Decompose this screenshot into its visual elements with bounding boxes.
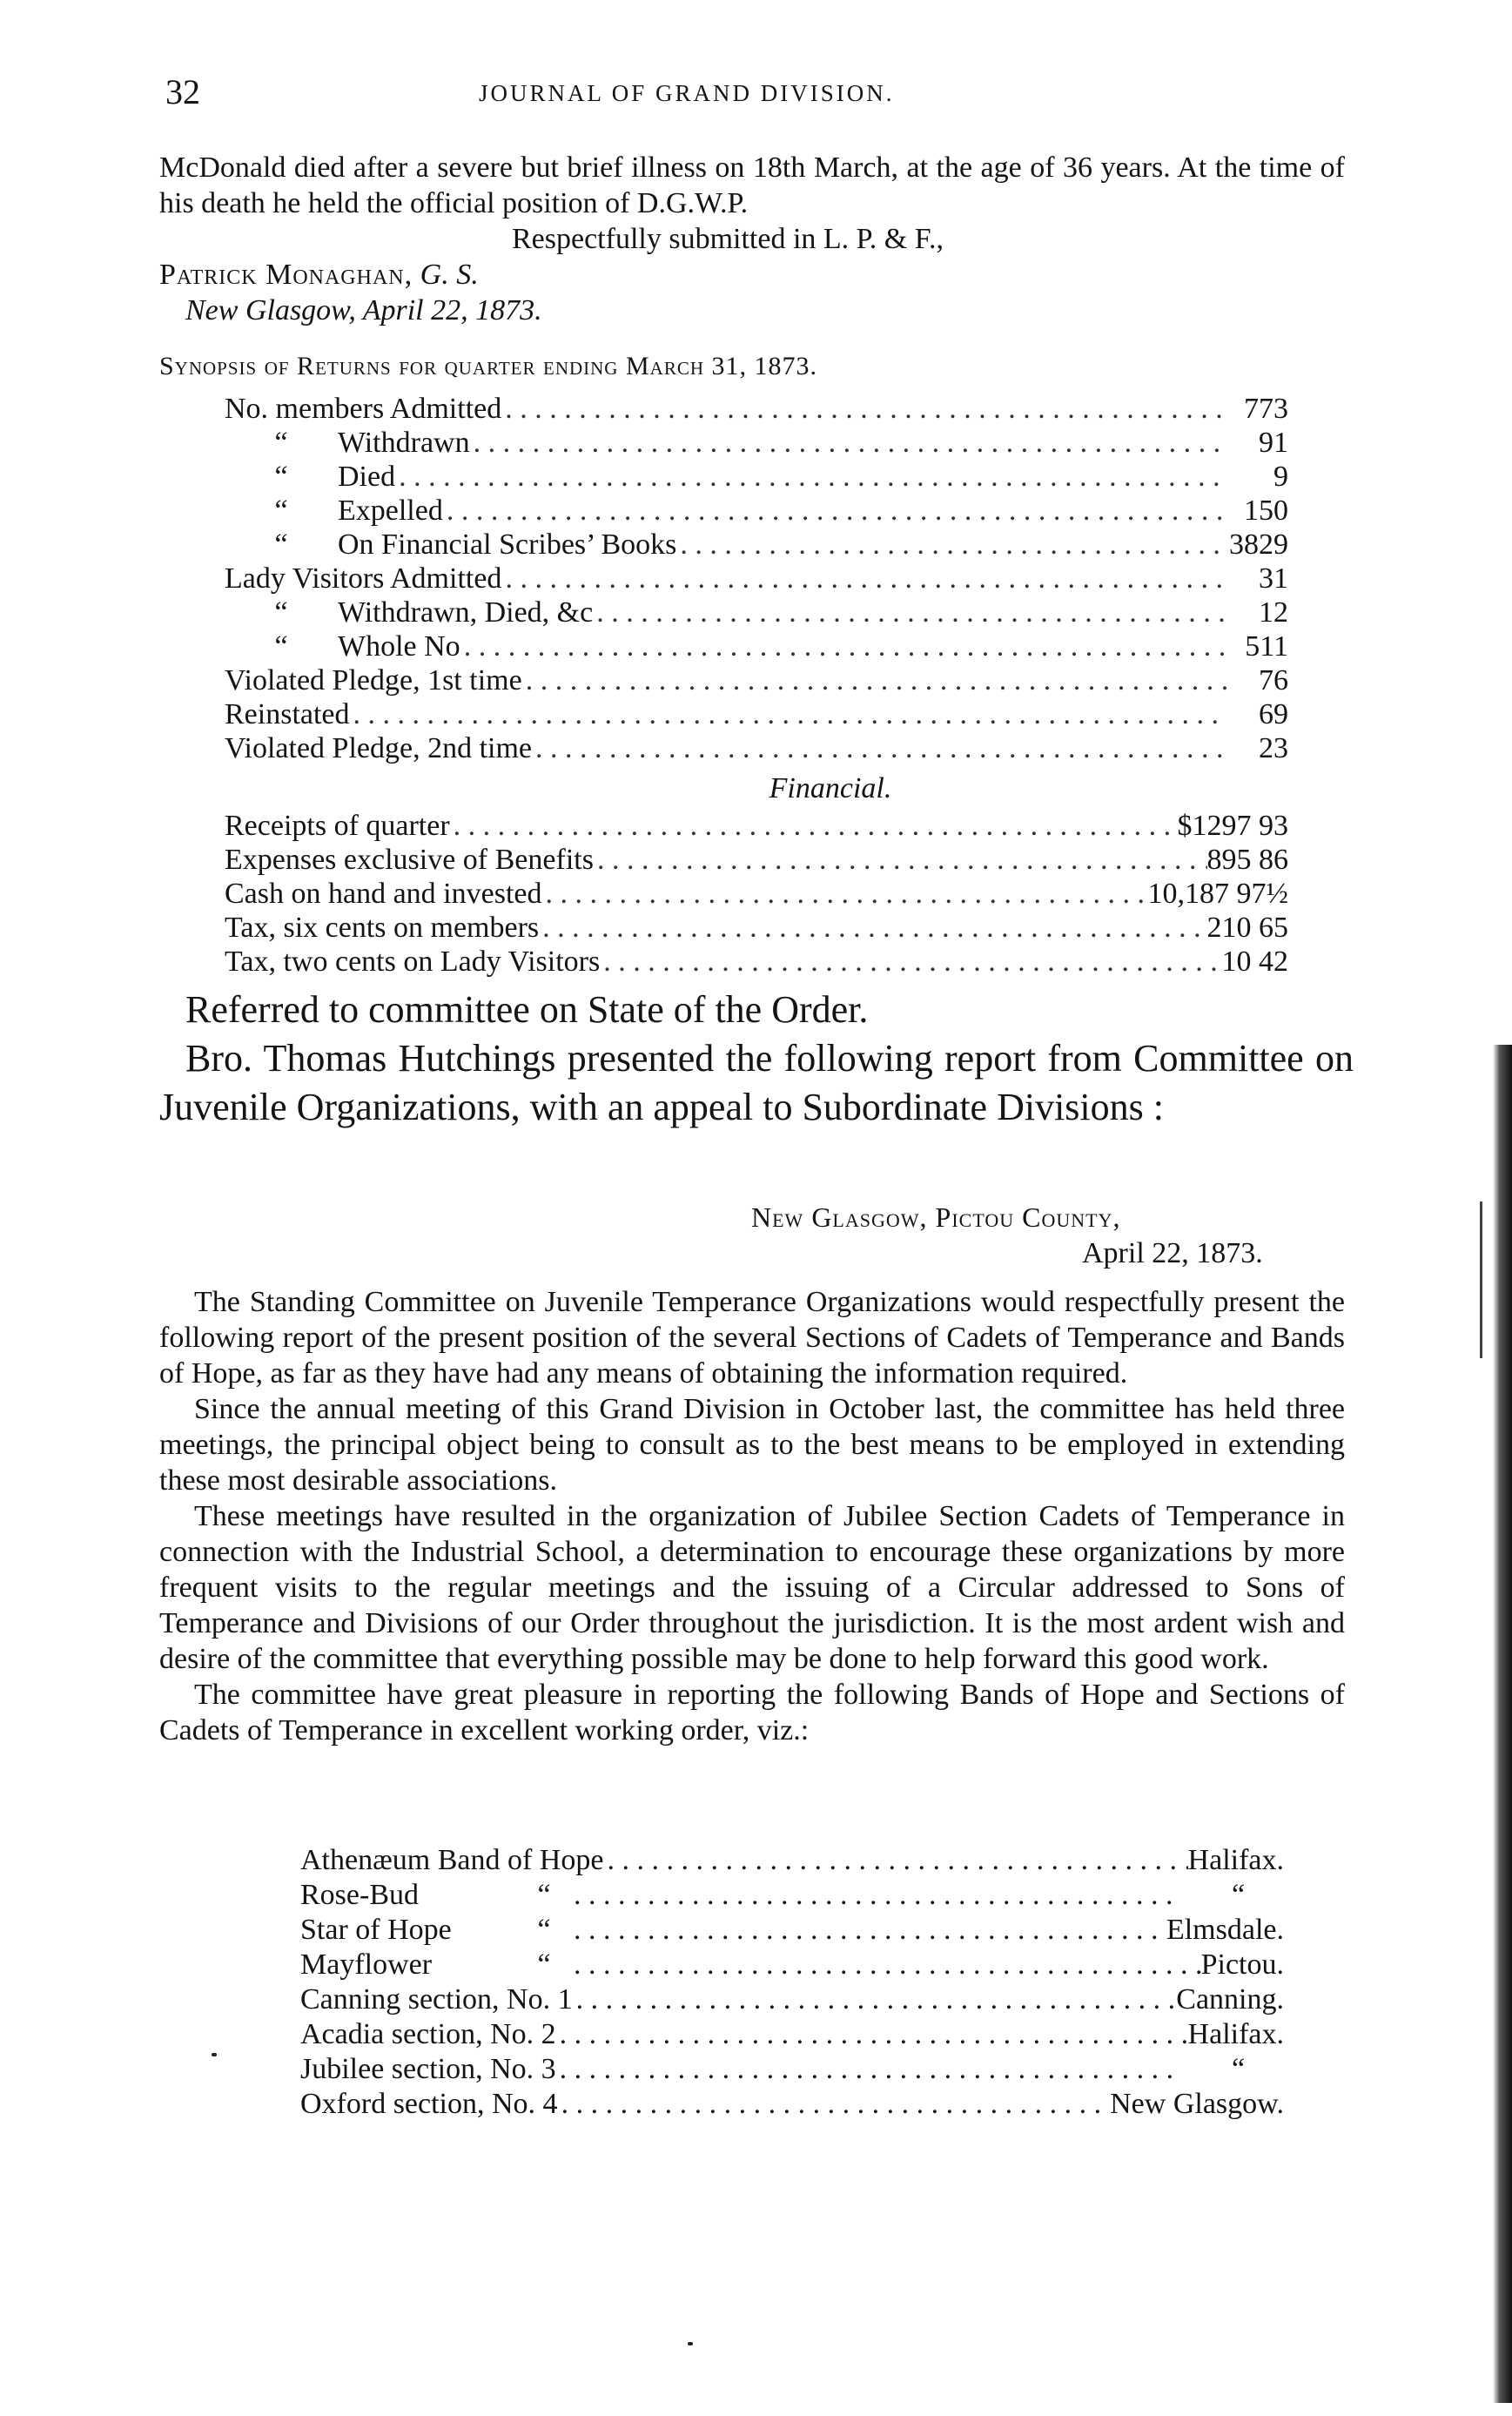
financial-row: Cash on hand and invested . . . 10,187 97½: [225, 877, 1288, 911]
signature: [159, 257, 1345, 293]
synopsis-value: 12: [1259, 596, 1288, 629]
band-place: Elmsdale.: [1166, 1914, 1284, 1946]
band-place: Halifax.: [1187, 1844, 1284, 1876]
synopsis-row: Lady Visitors Admitted . . . 31: [225, 562, 1288, 596]
page-header: [165, 71, 1332, 124]
financial-value: 895 86: [1206, 844, 1288, 876]
financial-value: 210 65: [1206, 912, 1288, 944]
scan-edge-line: [1480, 1201, 1482, 1358]
synopsis-row: “ Withdrawn, Died, &c . . . 12: [225, 596, 1288, 629]
referred-line: Referred to committee on State of the Order.: [185, 988, 869, 1031]
financial-row: Tax, two cents on Lady Visitors . . . 10 42: [225, 945, 1288, 979]
band-place: Halifax.: [1187, 2018, 1284, 2050]
band-row: Canning section, No. 1 . . . Canning.: [300, 1982, 1284, 2017]
synopsis-title: Synopsis of Returns for quarter ending March 31, 1873.: [159, 352, 817, 380]
synopsis-value: 31: [1259, 562, 1288, 595]
report-paragraph-3: These meetings have resulted in the organization of Jubilee Section Cadets of Temperance in connection with the Industrial School, a determination to encourage these organizations by more frequent visits to the regular meetings and the issuing of a Circular addressed to Sons of Temperance and Divisions of our Order throughout the jurisdiction. It is the most ardent wish and desire of the committee that everything possible may be done to help forward this good work.: [159, 1500, 1345, 1675]
synopsis-row: Reinstated . . . 69: [225, 697, 1288, 731]
financial-value: 10,187 97½: [1147, 878, 1288, 910]
intro-section: [159, 150, 1345, 328]
band-row: Rose-Bud “ . . . “: [300, 1878, 1284, 1913]
synopsis-value: 91: [1259, 427, 1288, 459]
dateline-place: New Glasgow, Pictou County,: [751, 1201, 1121, 1233]
synopsis-row: “ On Financial Scribes’ Books . . . 3829: [225, 528, 1288, 562]
signature-title: G. S.: [420, 259, 479, 291]
financial-heading-row: [225, 765, 1288, 809]
band-place: “: [1232, 2053, 1246, 2085]
dateline-date: April 22, 1873.: [1082, 1237, 1263, 1269]
dateline: [159, 1200, 1345, 1271]
synopsis-row: “ Died . . . 9: [225, 460, 1288, 494]
report-paragraph-1: The Standing Committee on Juvenile Temperance Organizations would respectfully present the following report of the present position of the several Sections of Cadets of Temperance and Bands of Hope, as far as they have had any means of obtaining the information required.: [159, 1286, 1345, 1390]
bro-paragraph: Bro. Thomas Hutchings presented the following report from Committee on Juvenile Organizations, with an appeal to Subordinate Divisions :: [159, 1037, 1354, 1128]
synopsis-row: Violated Pledge, 2nd time . . . 23: [225, 731, 1288, 765]
page-number: 32: [165, 72, 200, 111]
report-paragraph-4: The committee have great pleasure in reporting the following Bands of Hope and Sections of Cadets of Temperance in excellent working order, viz.:: [159, 1679, 1345, 1746]
running-title: JOURNAL OF GRAND DIVISION.: [479, 80, 895, 106]
closing-line: Respectfully submitted in L. P. & F.,: [512, 223, 944, 255]
band-place: Pictou.: [1200, 1948, 1284, 1981]
financial-row: Expenses exclusive of Benefits . . . 895 86: [225, 843, 1288, 877]
synopsis-value: 76: [1259, 664, 1288, 697]
ink-speck: [688, 2342, 693, 2345]
report-intro: [159, 986, 1354, 1132]
financial-heading: Financial.: [769, 772, 892, 804]
synopsis-row: Violated Pledge, 1st time . . . 76: [225, 663, 1288, 697]
financial-value: 10 42: [1221, 946, 1288, 978]
synopsis-value: 773: [1244, 393, 1288, 425]
band-place: “: [1232, 1879, 1246, 1911]
place-date: New Glasgow, April 22, 1873.: [185, 294, 542, 326]
signature-name: Patrick Monaghan,: [159, 259, 413, 291]
synopsis-value: 23: [1259, 732, 1288, 764]
synopsis-value: 69: [1259, 698, 1288, 730]
bands-list: [300, 1843, 1284, 2122]
report-paragraph-2: Since the annual meeting of this Grand Division in October last, the committee has held three meetings, the principal object being to consult as to the best means to be employed in extending these most desirable associations.: [159, 1393, 1345, 1497]
band-row: Jubilee section, No. 3 . . . “: [300, 2052, 1284, 2087]
financial-value: $1297 93: [1177, 810, 1288, 842]
synopsis-value: 511: [1245, 630, 1288, 663]
synopsis-value: 150: [1244, 495, 1288, 527]
synopsis-table: [225, 392, 1288, 979]
scan-edge-shadow: [1493, 1045, 1512, 2403]
synopsis-row: “ Expelled . . . 150: [225, 494, 1288, 528]
financial-row: Receipts of quarter . . . $1297 93: [225, 809, 1288, 843]
synopsis-value: 9: [1273, 461, 1288, 493]
band-row: Mayflower “ . . . Pictou.: [300, 1948, 1284, 1982]
synopsis-row: “ Whole No . . . 511: [225, 629, 1288, 663]
ink-speck: [212, 2053, 217, 2056]
band-place: Canning.: [1176, 1983, 1284, 2016]
report-body: [159, 1284, 1345, 1748]
synopsis-value: 3829: [1229, 528, 1288, 561]
band-row: Oxford section, No. 4 . . . New Glasgow.: [300, 2087, 1284, 2122]
synopsis-row: “ Withdrawn . . . 91: [225, 426, 1288, 460]
synopsis-row: No. members Admitted . . . 773: [225, 392, 1288, 426]
financial-row: Tax, six cents on members . . . 210 65: [225, 911, 1288, 945]
synopsis-heading-wrap: [159, 348, 1345, 384]
intro-paragraph: McDonald died after a severe but brief illness on 18th March, at the age of 36 years. At the time of his death he held the official position of D.G.W.P.: [159, 151, 1345, 219]
band-row: Athenæum Band of Hope . . . Halifax.: [300, 1843, 1284, 1878]
band-row: Acadia section, No. 2 . . . Halifax.: [300, 2017, 1284, 2052]
band-place: New Glasgow.: [1110, 2088, 1284, 2120]
band-row: Star of Hope “ . . . Elmsdale.: [300, 1913, 1284, 1948]
